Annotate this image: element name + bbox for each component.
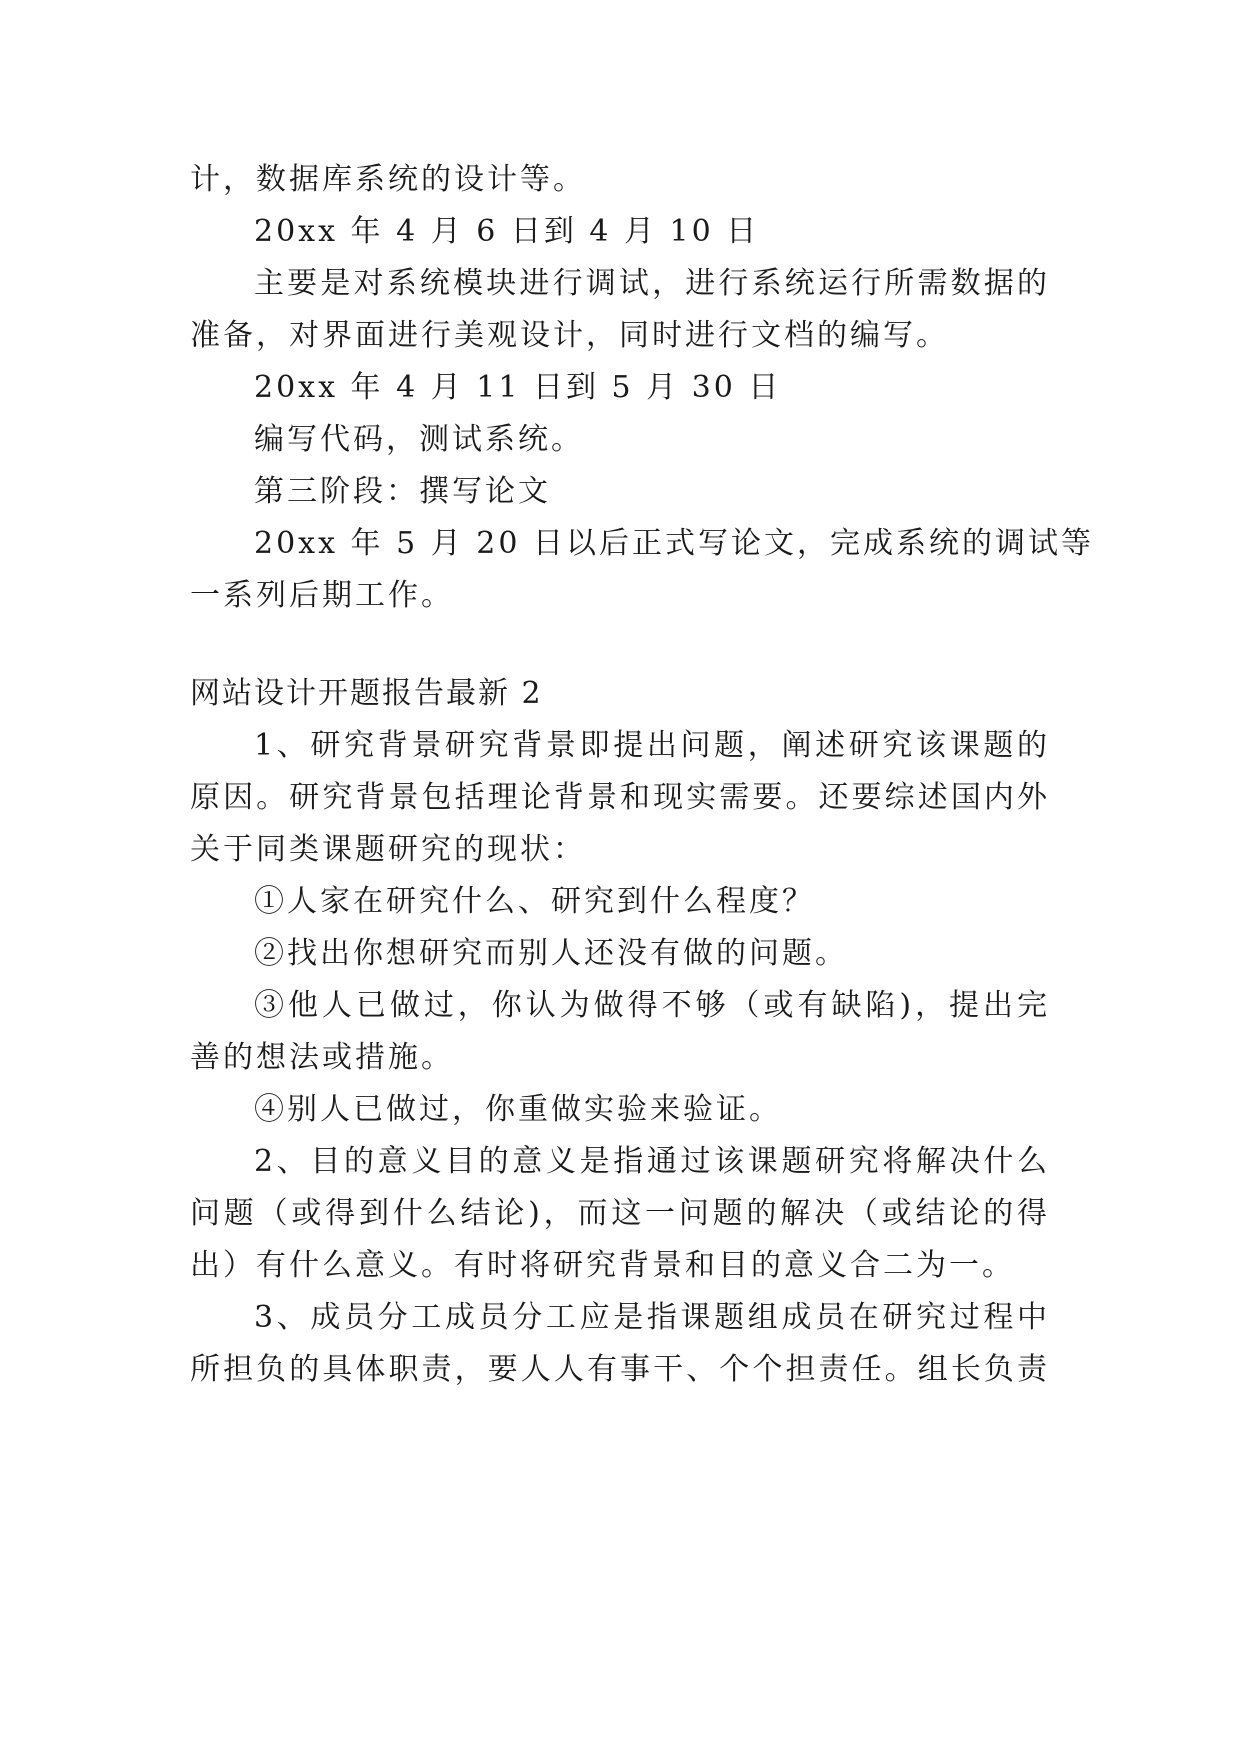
paragraph-line: 出）有什么意义。有时将研究背景和目的意义合二为一。 (190, 1248, 1015, 1283)
paragraph-line: 计，数据库系统的设计等。 (190, 162, 586, 197)
date-range-line: 20xx 年 4 月 11 日到 5 月 30 日 (254, 370, 782, 405)
paragraph-line: 一系列后期工作。 (190, 578, 454, 613)
section-heading: 网站设计开题报告最新 2 (190, 676, 543, 711)
date-range-line: 20xx 年 4 月 6 日到 4 月 10 日 (254, 214, 760, 249)
list-item: ④别人已做过，你重做实验来验证。 (254, 1092, 782, 1127)
paragraph-line: 1、研究背景研究背景即提出问题，阐述研究该课题的 (254, 728, 1050, 763)
list-item: ②找出你想研究而别人还没有做的问题。 (254, 936, 848, 971)
paragraph-line: 主要是对系统模块进行调试，进行系统运行所需数据的 (254, 266, 1050, 301)
paragraph-line: 关于同类课题研究的现状： (190, 832, 586, 867)
paragraph-line: 20xx 年 5 月 20 日以后正式写论文，完成系统的调试等 (254, 526, 1094, 561)
paragraph-line: 原因。研究背景包括理论背景和现实需要。还要综述国内外 (190, 780, 1050, 815)
paragraph-line: 准备，对界面进行美观设计，同时进行文档的编写。 (190, 318, 949, 353)
list-item: ①人家在研究什么、研究到什么程度？ (254, 884, 815, 919)
list-item-continuation: 善的想法或措施。 (190, 1040, 454, 1075)
paragraph-line: 所担负的具体职责，要人人有事干、个个担责任。组长负责 (190, 1352, 1050, 1387)
paragraph-line: 问题（或得到什么结论)，而这一问题的解决（或结论的得 (190, 1196, 1050, 1231)
paragraph-line: 3、成员分工成员分工应是指课题组成员在研究过程中 (254, 1300, 1050, 1335)
stage-title: 第三阶段：撰写论文 (254, 474, 551, 509)
paragraph-line: 2、目的意义目的意义是指通过该课题研究将解决什么 (254, 1144, 1050, 1179)
list-item: ③他人已做过，你认为做得不够（或有缺陷)，提出完 (254, 988, 1050, 1023)
paragraph-line: 编写代码，测试系统。 (254, 422, 584, 457)
